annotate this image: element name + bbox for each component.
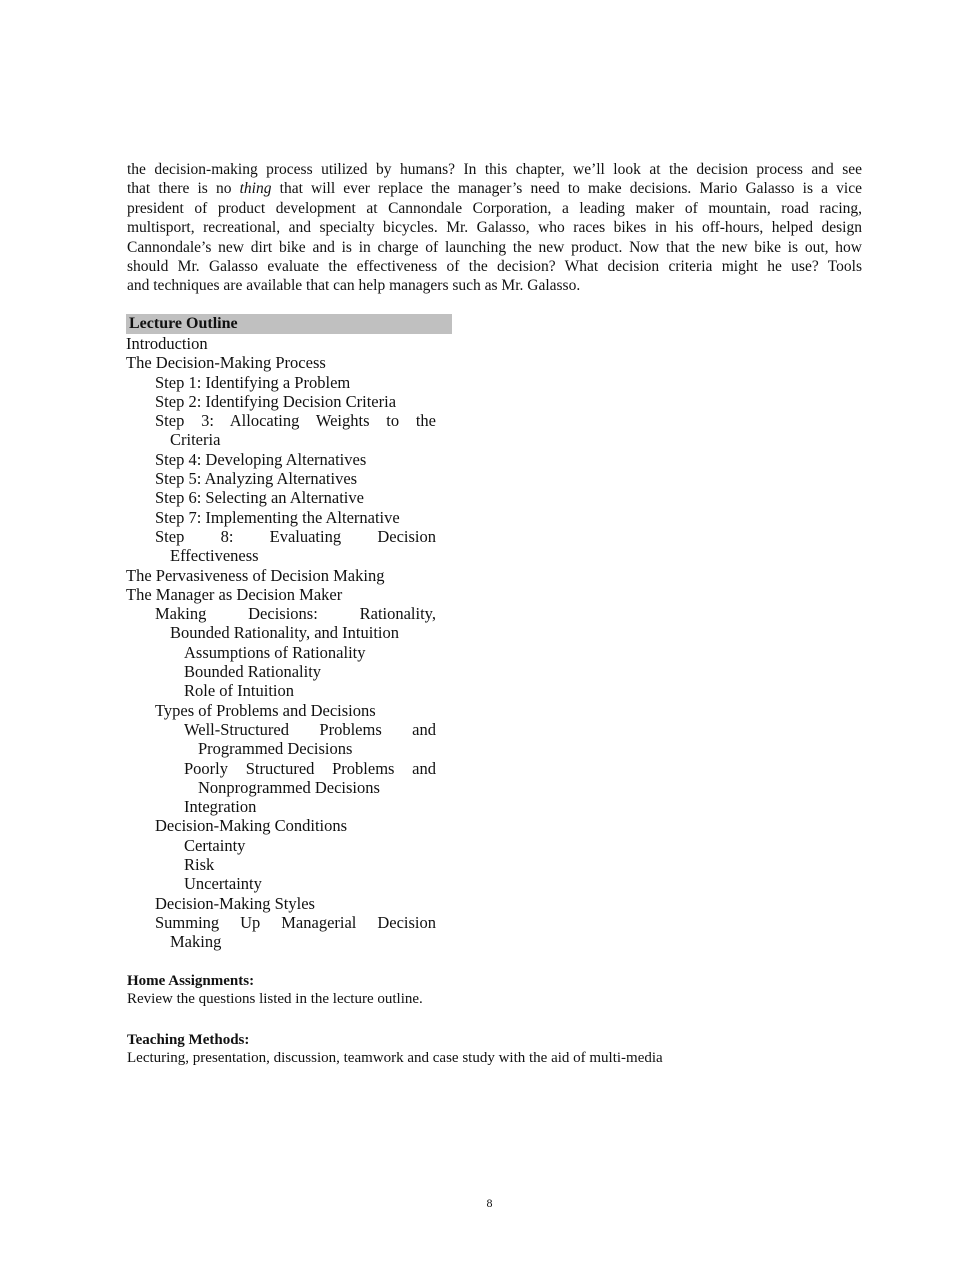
outline-item: The Decision-Making Process (126, 353, 326, 373)
outline-item: Risk (184, 855, 215, 875)
lecture-outline-list (126, 334, 436, 952)
intro-line: multisport, recreational, and specialty bicycles. Mr. Galasso, who races bikes in his off-hours, helped design (127, 219, 862, 237)
teaching-methods-section (127, 1031, 663, 1067)
outline-item: Criteria (170, 430, 221, 450)
outline-item: Bounded Rationality, and Intuition (170, 623, 399, 643)
teaching-methods-heading: Teaching Methods: (127, 1032, 250, 1048)
intro-line: the decision-making process utilized by humans? In this chapter, we’ll look at the decision process and see (127, 161, 862, 178)
outline-item: Making Decisions: Rationality, (155, 604, 436, 624)
outline-item: Bounded Rationality (184, 662, 322, 682)
outline-item: Uncertainty (184, 874, 262, 894)
intro-paragraph (127, 160, 862, 296)
outline-item: Programmed Decisions (198, 739, 353, 759)
intro-line: should Mr. Galasso evaluate the effectiveness of the decision? What decision criteria might he use? Tools (127, 258, 862, 276)
intro-line: president of product development at Cannondale Corporation, a leading maker of mountain, road racing, (127, 199, 862, 217)
outline-item: Effectiveness (170, 546, 259, 566)
home-assignments-section (127, 972, 423, 1008)
outline-item: The Pervasiveness of Decision Making (126, 565, 385, 585)
outline-item: Certainty (184, 835, 246, 855)
outline-item: Well-Structured Problems and (184, 719, 436, 739)
outline-item: Step 2: Identifying Decision Criteria (155, 391, 397, 411)
outline-item: Step 8: Evaluating Decision (155, 526, 436, 546)
outline-item: Making (170, 932, 222, 952)
page-number: 8 (486, 1196, 493, 1210)
outline-item: Step 7: Implementing the Alternative (155, 507, 400, 527)
outline-item: Decision-Making Styles (155, 893, 315, 913)
outline-item: Step 6: Selecting an Alternative (155, 488, 364, 508)
outline-item: Step 3: Allocating Weights to the (155, 411, 436, 431)
home-assignments-heading: Home Assignments: (127, 973, 255, 989)
outline-item: Assumptions of Rationality (184, 642, 366, 662)
outline-item: The Manager as Decision Maker (126, 584, 343, 604)
outline-item: Step 1: Identifying a Problem (155, 372, 351, 392)
outline-item: Nonprogrammed Decisions (198, 777, 380, 797)
intro-line: and techniques are available that can help managers such as Mr. Galasso. (127, 277, 581, 295)
teaching-methods-text: Lecturing, presentation, discussion, teamwork and case study with the aid of multi-media (127, 1050, 663, 1066)
outline-item: Summing Up Managerial Decision (155, 912, 436, 932)
intro-line: that there is no thing that will ever replace the manager’s need to make decisions. Mario Galasso is a vice (127, 180, 862, 198)
outline-item: Step 5: Analyzing Alternatives (155, 469, 358, 489)
outline-item: Poorly Structured Problems and (184, 758, 436, 778)
outline-item: Introduction (126, 334, 208, 353)
outline-item: Step 4: Developing Alternatives (155, 449, 367, 469)
home-assignments-text: Review the questions listed in the lecture outline. (127, 991, 423, 1007)
intro-line: Cannondale’s new dirt bike and is in charge of launching the new product. Now that the new bike is out, how (127, 238, 862, 256)
lecture-outline-heading: Lecture Outline (126, 314, 452, 334)
outline-item: Integration (184, 797, 257, 817)
outline-item: Decision-Making Conditions (155, 816, 348, 836)
outline-item: Role of Intuition (184, 681, 294, 701)
emphasis-thing: thing (239, 180, 272, 198)
outline-item: Types of Problems and Decisions (155, 700, 376, 720)
